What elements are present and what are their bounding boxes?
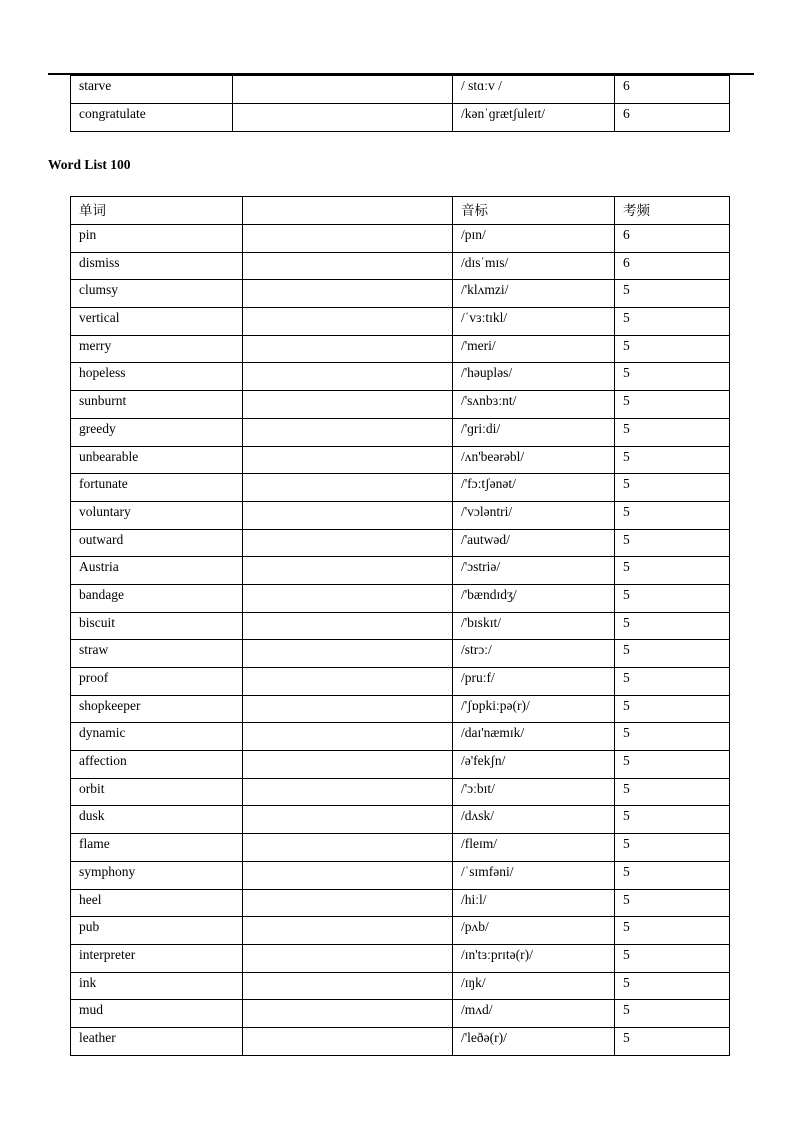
cell-frequency: 5: [615, 917, 730, 945]
cell-phonetic: /ʌn'beərəbl/: [453, 446, 615, 474]
cell-note: [243, 446, 453, 474]
table-row: [71, 889, 730, 917]
cell-phonetic: /ə'fekʃn/: [453, 751, 615, 779]
word-list-table-body: [71, 225, 730, 1056]
cell-phonetic: /'fɔːtʃənət/: [453, 474, 615, 502]
table-row: [71, 225, 730, 253]
cell-note: [243, 418, 453, 446]
cell-word: fortunate: [71, 474, 243, 502]
cell-phonetic: /ˈsɪmfəni/: [453, 861, 615, 889]
cell-note: [243, 501, 453, 529]
cell-phonetic: /'bɪskɪt/: [453, 612, 615, 640]
cell-word: symphony: [71, 861, 243, 889]
cell-frequency: 5: [615, 557, 730, 585]
cell-word: dusk: [71, 806, 243, 834]
cell-frequency: 5: [615, 1000, 730, 1028]
cell-frequency: 5: [615, 446, 730, 474]
cell-frequency: 5: [615, 474, 730, 502]
cell-note: [243, 335, 453, 363]
cell-word: starve: [71, 76, 233, 104]
table-row: [71, 308, 730, 336]
cell-frequency: 5: [615, 335, 730, 363]
cell-note: [243, 695, 453, 723]
header-note: [243, 197, 453, 225]
cell-frequency: 5: [615, 529, 730, 557]
cell-phonetic: /dʌsk/: [453, 806, 615, 834]
header-word: 单词: [71, 197, 243, 225]
cell-note: [243, 889, 453, 917]
table-header-row: [71, 197, 730, 225]
cell-phonetic: /kənˈɡrætʃuleɪt/: [453, 104, 615, 132]
word-list-table: [70, 196, 730, 1056]
cell-note: [243, 225, 453, 253]
cell-note: [243, 308, 453, 336]
table-row: [71, 252, 730, 280]
table-row: [71, 474, 730, 502]
cell-note: [243, 391, 453, 419]
cell-word: congratulate: [71, 104, 233, 132]
cell-phonetic: /ɪŋk/: [453, 972, 615, 1000]
table-row: [71, 446, 730, 474]
cell-phonetic: /mʌd/: [453, 1000, 615, 1028]
cell-frequency: 5: [615, 640, 730, 668]
cell-note: [243, 1027, 453, 1055]
table-row: [71, 280, 730, 308]
cell-note: [243, 668, 453, 696]
cell-word: dynamic: [71, 723, 243, 751]
table-row: [71, 723, 730, 751]
cell-phonetic: /'ɔːbɪt/: [453, 778, 615, 806]
header-phonetic: 音标: [453, 197, 615, 225]
cell-word: pin: [71, 225, 243, 253]
cell-note: [243, 640, 453, 668]
cell-frequency: 6: [615, 225, 730, 253]
cell-frequency: 5: [615, 308, 730, 336]
cell-phonetic: /'ɡriːdi/: [453, 418, 615, 446]
cell-word: mud: [71, 1000, 243, 1028]
table-row: [71, 418, 730, 446]
cell-phonetic: /fleɪm/: [453, 834, 615, 862]
table-row: [71, 751, 730, 779]
cell-word: straw: [71, 640, 243, 668]
table-row: [71, 834, 730, 862]
cell-phonetic: /'ɔstriə/: [453, 557, 615, 585]
cell-word: orbit: [71, 778, 243, 806]
cell-note: [243, 751, 453, 779]
table-row: [71, 861, 730, 889]
cell-word: biscuit: [71, 612, 243, 640]
table-row: [71, 972, 730, 1000]
cell-note: [243, 861, 453, 889]
table-row: [71, 501, 730, 529]
cell-phonetic: /strɔː/: [453, 640, 615, 668]
table-row: [71, 944, 730, 972]
cell-phonetic: /'həupləs/: [453, 363, 615, 391]
table-row: [71, 668, 730, 696]
cell-phonetic: /hiːl/: [453, 889, 615, 917]
cell-frequency: 5: [615, 972, 730, 1000]
cell-note: [243, 778, 453, 806]
cell-note: [243, 557, 453, 585]
cell-phonetic: /pruːf/: [453, 668, 615, 696]
cell-phonetic: /'ʃɒpkiːpə(r)/: [453, 695, 615, 723]
cell-frequency: 5: [615, 889, 730, 917]
cell-word: vertical: [71, 308, 243, 336]
cell-note: [243, 529, 453, 557]
cell-word: outward: [71, 529, 243, 557]
cell-note: [243, 363, 453, 391]
cell-word: flame: [71, 834, 243, 862]
cell-note: [243, 280, 453, 308]
cell-word: ink: [71, 972, 243, 1000]
cell-word: interpreter: [71, 944, 243, 972]
cell-word: sunburnt: [71, 391, 243, 419]
cell-frequency: 5: [615, 778, 730, 806]
cell-frequency: 5: [615, 501, 730, 529]
cell-word: dismiss: [71, 252, 243, 280]
cell-phonetic: /daɪ'næmɪk/: [453, 723, 615, 751]
cell-phonetic: /ˈvɜːtɪkl/: [453, 308, 615, 336]
cell-note: [243, 474, 453, 502]
cell-note: [243, 944, 453, 972]
cell-phonetic: /pʌb/: [453, 917, 615, 945]
cell-phonetic: /pɪn/: [453, 225, 615, 253]
table-row: [71, 584, 730, 612]
cell-word: greedy: [71, 418, 243, 446]
cell-word: voluntary: [71, 501, 243, 529]
cell-phonetic: /dɪsˈmɪs/: [453, 252, 615, 280]
cell-frequency: 5: [615, 1027, 730, 1055]
cell-frequency: 5: [615, 612, 730, 640]
cell-phonetic: /'vɔləntri/: [453, 501, 615, 529]
cell-note: [243, 834, 453, 862]
table-row: [71, 529, 730, 557]
cell-note: [243, 252, 453, 280]
cell-word: affection: [71, 751, 243, 779]
cell-word: leather: [71, 1027, 243, 1055]
cell-frequency: 6: [615, 104, 730, 132]
cell-word: clumsy: [71, 280, 243, 308]
cell-frequency: 5: [615, 751, 730, 779]
cell-frequency: 5: [615, 723, 730, 751]
cell-frequency: 5: [615, 695, 730, 723]
cell-word: heel: [71, 889, 243, 917]
table-row: [71, 1000, 730, 1028]
cell-word: pub: [71, 917, 243, 945]
table-row: [71, 557, 730, 585]
cell-frequency: 5: [615, 418, 730, 446]
table-row: [71, 612, 730, 640]
cell-phonetic: /'klʌmzi/: [453, 280, 615, 308]
cell-phonetic: /'leðə(r)/: [453, 1027, 615, 1055]
cell-note: [243, 917, 453, 945]
table-row: [71, 335, 730, 363]
cell-frequency: 5: [615, 280, 730, 308]
table-row: [71, 806, 730, 834]
cell-frequency: 5: [615, 861, 730, 889]
previous-word-table: [70, 75, 730, 132]
cell-phonetic: /'bændɪdʒ/: [453, 584, 615, 612]
cell-frequency: 6: [615, 76, 730, 104]
table-row: [71, 104, 730, 132]
cell-word: proof: [71, 668, 243, 696]
table-row: [71, 640, 730, 668]
cell-note: [233, 76, 453, 104]
cell-note: [243, 612, 453, 640]
cell-note: [243, 806, 453, 834]
cell-frequency: 5: [615, 363, 730, 391]
table-row: [71, 76, 730, 104]
cell-frequency: 5: [615, 584, 730, 612]
cell-note: [233, 104, 453, 132]
cell-frequency: 5: [615, 834, 730, 862]
cell-frequency: 6: [615, 252, 730, 280]
cell-phonetic: /'sʌnbɜːnt/: [453, 391, 615, 419]
cell-note: [243, 1000, 453, 1028]
cell-word: shopkeeper: [71, 695, 243, 723]
cell-word: hopeless: [71, 363, 243, 391]
table-row: [71, 917, 730, 945]
cell-frequency: 5: [615, 391, 730, 419]
section-title: Word List 100: [48, 157, 131, 172]
header-frequency: 考频: [615, 197, 730, 225]
cell-word: unbearable: [71, 446, 243, 474]
cell-phonetic: /'meri/: [453, 335, 615, 363]
cell-phonetic: /ɪn'tɜːprɪtə(r)/: [453, 944, 615, 972]
cell-note: [243, 584, 453, 612]
cell-frequency: 5: [615, 806, 730, 834]
cell-note: [243, 723, 453, 751]
table-row: [71, 363, 730, 391]
cell-word: Austria: [71, 557, 243, 585]
cell-frequency: 5: [615, 668, 730, 696]
cell-phonetic: / stɑːv /: [453, 76, 615, 104]
cell-frequency: 5: [615, 944, 730, 972]
cell-note: [243, 972, 453, 1000]
cell-phonetic: /'autwəd/: [453, 529, 615, 557]
table-row: [71, 695, 730, 723]
table-row: [71, 391, 730, 419]
cell-word: bandage: [71, 584, 243, 612]
cell-word: merry: [71, 335, 243, 363]
table-row: [71, 1027, 730, 1055]
table-row: [71, 778, 730, 806]
previous-word-table-body: [71, 76, 730, 132]
